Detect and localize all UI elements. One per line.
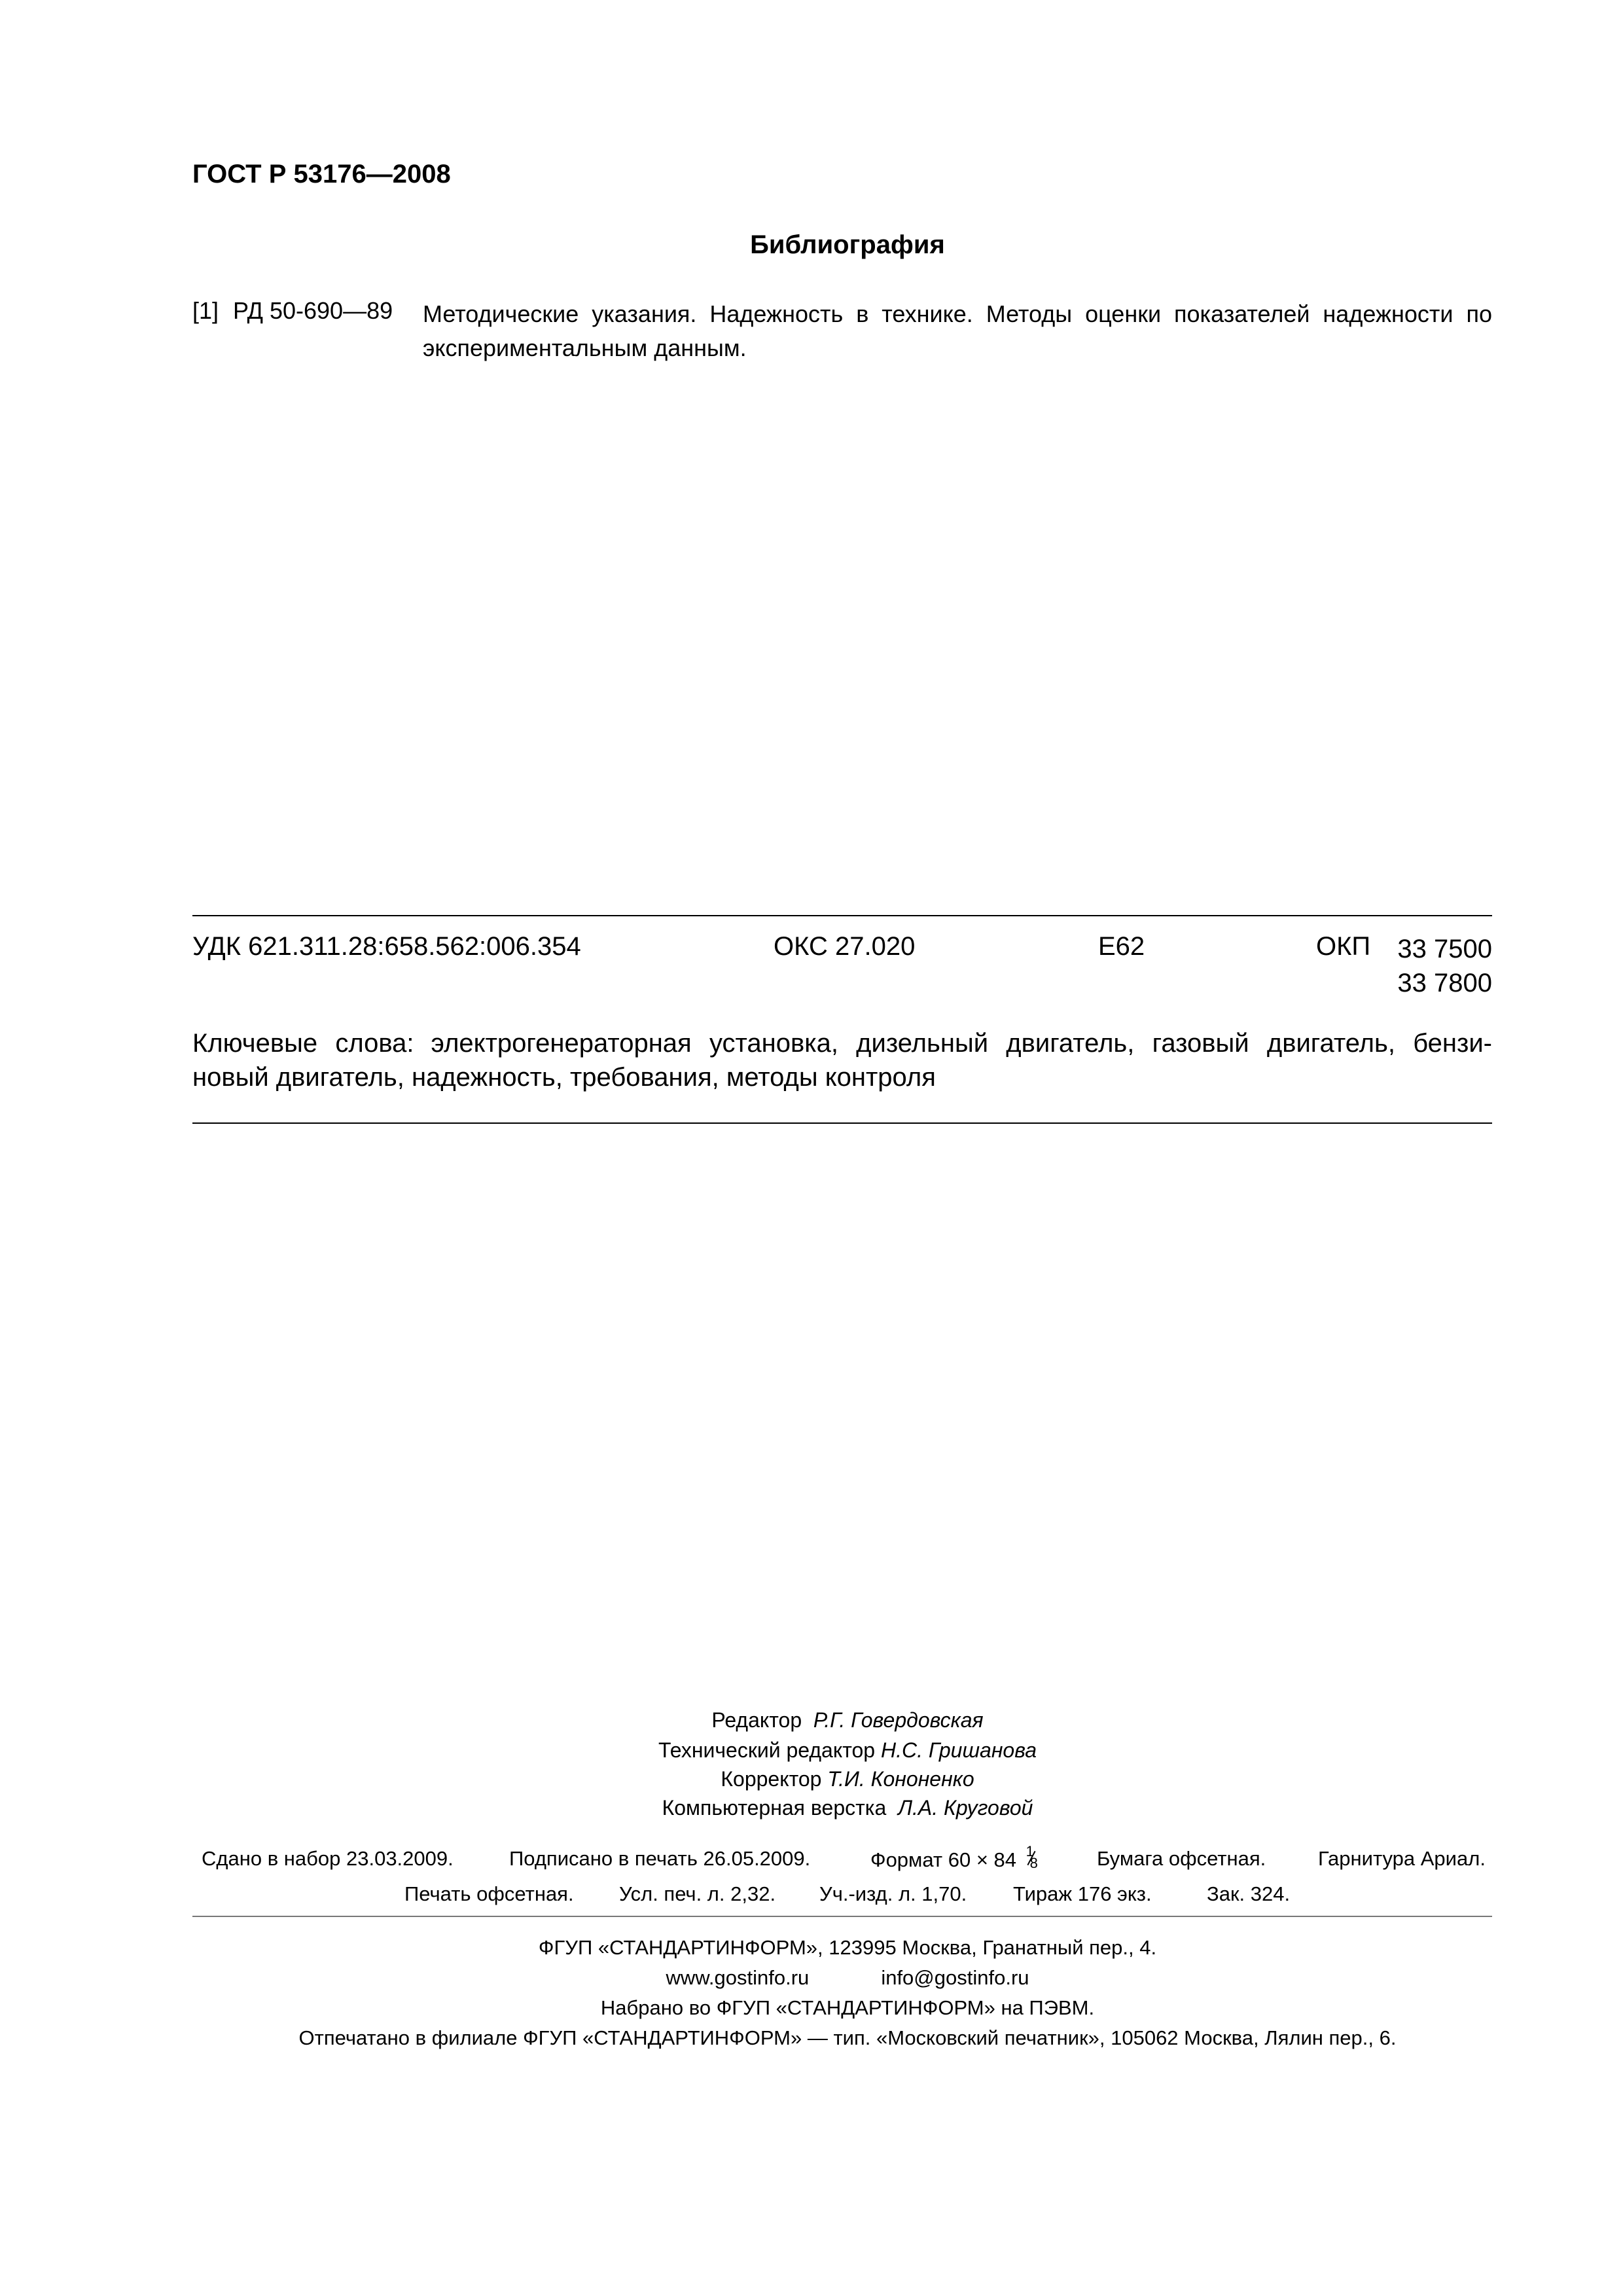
keywords-block <box>192 1026 1492 1094</box>
typesetting-note: Набрано во ФГУП «СТАНДАРТИНФОРМ» на ПЭВМ. <box>600 1996 1095 2019</box>
bibliography-title: Библиография <box>750 230 945 259</box>
imprint-divider <box>192 1916 1492 1917</box>
okp-values <box>1397 932 1492 1000</box>
keywords-text: электрогенераторная установка, дизельный двигатель, газовый двигатель, бензи- <box>431 1029 1492 1058</box>
printing-note: Отпечатано в филиале ФГУП «СТАНДАРТИНФОРМ» — тип. «Московский печатник», 105062 Москва, Лялин пер., 6. <box>298 2026 1397 2049</box>
bibliography-entry-text-line: экспериментальным данным. <box>423 334 747 361</box>
staff-name: Т.И. Кононенко <box>827 1767 974 1791</box>
pub-submitted: Сдано в набор 23.03.2009. <box>202 1847 454 1870</box>
staff-role: Редактор <box>711 1708 802 1732</box>
keywords-line <box>192 1026 1492 1060</box>
publisher-address: ФГУП «СТАНДАРТИНФОРМ», 123995 Москва, Гранатный пер., 4. <box>538 1936 1157 1959</box>
pub-publishing-sheets: Уч.-изд. л. 1,70. <box>819 1882 967 1905</box>
okp-label: ОКП <box>1316 932 1371 961</box>
pub-format <box>870 1843 1039 1872</box>
website-link[interactable]: www.gostinfo.ru <box>666 1966 810 1989</box>
pub-circulation: Тираж 176 экз. <box>1013 1882 1152 1905</box>
oks-code: ОКС 27.020 <box>774 932 916 961</box>
bibliography-entry-number: [1] <box>192 297 219 324</box>
bibliography-entry-text-line: Методические указания. Надежность в технике. Методы оценки показателей надежности по <box>423 300 1492 327</box>
group-code: Е62 <box>1098 932 1145 961</box>
email-link[interactable]: info@gostinfo.ru <box>881 1966 1029 1989</box>
format-fraction <box>1022 1843 1039 1871</box>
staff-layout <box>0 1796 1623 1820</box>
bibliography-entry-code: РД 50-690—89 <box>233 297 393 324</box>
keywords-label: Ключевые слова: <box>192 1029 414 1058</box>
okp-value: 33 7800 <box>1397 969 1492 997</box>
staff-name: Р.Г. Говердовская <box>813 1708 984 1732</box>
udk-code: УДК 621.311.28:658.562:006.354 <box>192 932 581 961</box>
publisher-contacts <box>0 1966 1623 1990</box>
staff-editor <box>0 1708 1623 1732</box>
pub-printing: Печать офсетная. <box>404 1882 574 1905</box>
pub-print-sheets: Усл. печ. л. 2,32. <box>619 1882 776 1905</box>
bibliography-entry-text <box>423 297 1492 365</box>
staff-proofreader <box>0 1767 1623 1791</box>
fraction-denominator: 8 <box>1029 1855 1038 1871</box>
okp-value: 33 7500 <box>1397 935 1492 963</box>
pub-paper: Бумага офсетная. <box>1097 1847 1266 1870</box>
pub-signed: Подписано в печать 26.05.2009. <box>509 1847 811 1870</box>
staff-role: Корректор <box>721 1767 822 1791</box>
top-divider <box>192 915 1492 916</box>
pub-typeface: Гарнитура Ариал. <box>1318 1847 1486 1870</box>
fraction-numerator: 1 <box>1026 1843 1034 1859</box>
bottom-divider <box>192 1122 1492 1124</box>
keywords-line: новый двигатель, надежность, требования, методы контроля <box>192 1063 936 1092</box>
staff-role: Компьютерная верстка <box>662 1796 887 1820</box>
document-code-header: ГОСТ Р 53176—2008 <box>192 160 451 188</box>
staff-name: Н.С. Гришанова <box>880 1738 1037 1762</box>
pub-format-text: Формат 60 × 84 <box>870 1848 1017 1871</box>
staff-name: Л.А. Круговой <box>898 1796 1033 1820</box>
pub-order: Зак. 324. <box>1207 1882 1291 1905</box>
staff-technical-editor <box>0 1738 1623 1763</box>
staff-role: Технический редактор <box>658 1738 876 1762</box>
